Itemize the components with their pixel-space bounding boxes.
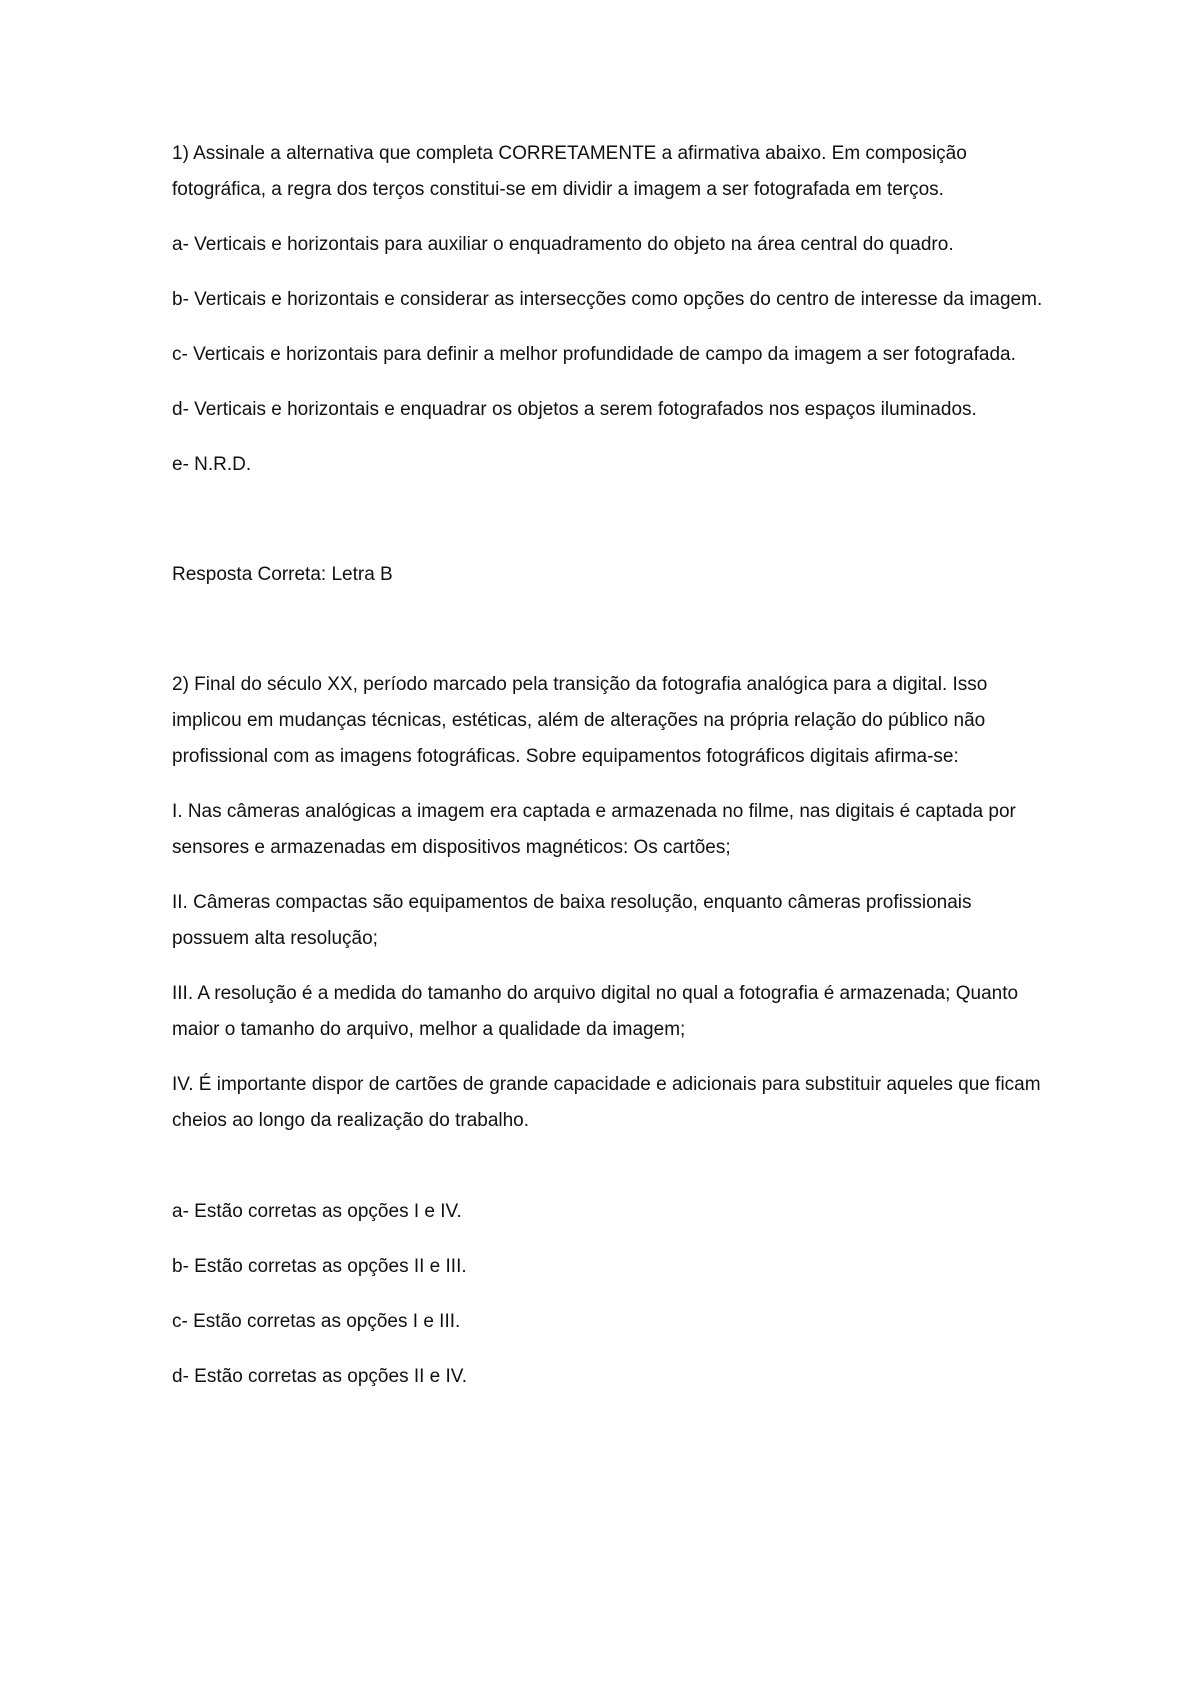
question-1-option-c: c- Verticais e horizontais para definir a melhor profundidade de campo da imagem a ser fotografada. — [172, 344, 1016, 365]
document-content — [172, 136, 1052, 1414]
question-1-option-e: e- N.R.D. — [172, 454, 252, 475]
question-1-answer: Resposta Correta: Letra B — [172, 564, 393, 585]
question-2-item-3: III. A resolução é a medida do tamanho do arquivo digital no qual a fotografia é armazenada; Quanto maior o tamanho do arquivo, melhor a qualidade da imagem; — [172, 983, 1019, 1040]
spacer — [172, 1158, 1052, 1194]
spacer — [172, 612, 1052, 667]
question-2-statement: 2) Final do século XX, período marcado pela transição da fotografia analógica para a digital. Isso implicou em mudanças técnicas, estéticas, além de alterações na própria relação do público não profissional com as imagens fotográficas. Sobre equipamentos fotográficos digitais afirma-se: — [172, 674, 988, 767]
question-1-option-d: d- Verticais e horizontais e enquadrar os objetos a serem fotografados nos espaços iluminados. — [172, 399, 977, 420]
question-2-option-b: b- Estão corretas as opções II e III. — [172, 1256, 467, 1277]
question-2-item-1: I. Nas câmeras analógicas a imagem era captada e armazenada no filme, nas digitais é captada por sensores e armazenadas em dispositivos magnéticos: Os cartões; — [172, 801, 1016, 858]
question-2-option-c: c- Estão corretas as opções I e III. — [172, 1311, 461, 1332]
spacer — [172, 502, 1052, 557]
question-1-option-a: a- Verticais e horizontais para auxiliar o enquadramento do objeto na área central do quadro. — [172, 234, 954, 255]
question-2-item-2: II. Câmeras compactas são equipamentos de baixa resolução, enquanto câmeras profissionais possuem alta resolução; — [172, 892, 972, 949]
question-1-option-b: b- Verticais e horizontais e considerar as intersecções como opções do centro de interesse da imagem. — [172, 289, 1043, 310]
question-2-option-a: a- Estão corretas as opções I e IV. — [172, 1201, 462, 1222]
question-2-option-d: d- Estão corretas as opções II e IV. — [172, 1366, 468, 1387]
question-2-item-4: IV. É importante dispor de cartões de grande capacidade e adicionais para substituir aqueles que ficam cheios ao longo da realização do trabalho. — [172, 1074, 1041, 1131]
question-1-statement: 1) Assinale a alternativa que completa CORRETAMENTE a afirmativa abaixo. Em composição fotográfica, a regra dos terços constitui-se em dividir a imagem a ser fotografada em terços. — [172, 143, 967, 200]
